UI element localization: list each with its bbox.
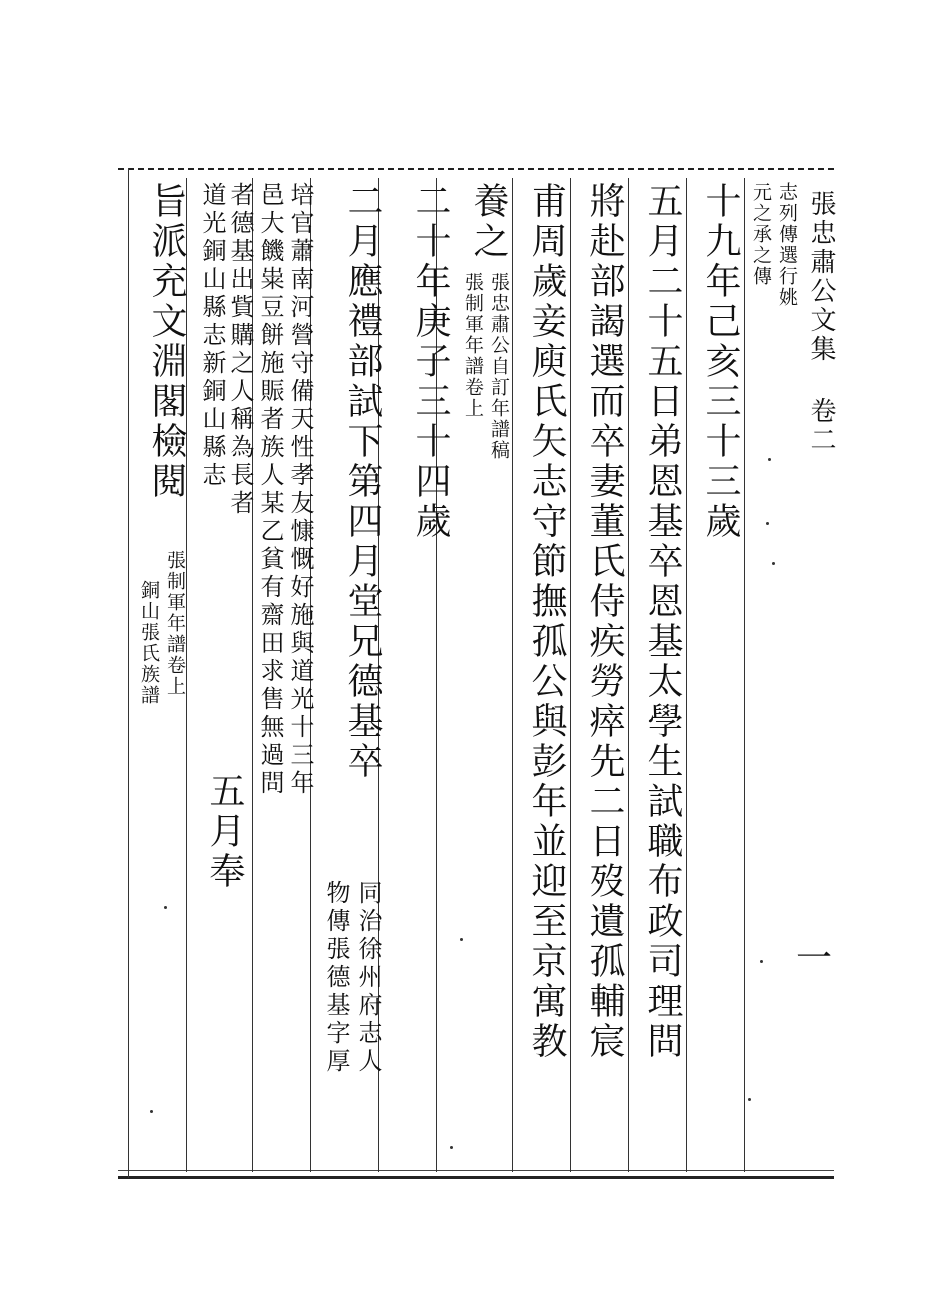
text-frame xyxy=(118,168,834,1180)
bottom-border-inner xyxy=(118,1170,834,1171)
scan-speck xyxy=(768,458,771,461)
text-column: 甫周歲妾庾氏矢志守節撫孤公與彭年並迎至京寓教 xyxy=(526,182,567,1062)
text-column: 十九年己亥三十三歲 xyxy=(700,182,741,542)
annotation-line: 同治徐州府志人 xyxy=(354,880,382,1076)
annotation-line: 培官蕭南河營守備天性孝友慷慨好施與道光十三年 xyxy=(286,182,314,798)
text-column: 二月應禮部試下第四月堂兄德基卒 xyxy=(342,182,383,782)
text-column: 將赴部謁選而卒妻董氏侍疾勞瘁先二日歿遺孤輔宸 xyxy=(584,182,625,1062)
scan-speck xyxy=(766,522,769,525)
text-column-tail: 五月奉 xyxy=(204,772,245,892)
annotation-line: 志列傳選行姚 xyxy=(776,182,798,308)
text-column: 二十年庚子三十四歲 xyxy=(410,182,451,542)
text-column-head: 養之 xyxy=(468,182,509,262)
column-rule xyxy=(744,178,745,1172)
scan-speck xyxy=(772,562,775,565)
column-rule xyxy=(628,178,629,1172)
folio-title: 張忠肅公文集 卷二 xyxy=(806,190,836,455)
annotation-line: 道光銅山縣志新銅山縣志 xyxy=(198,182,226,490)
scan-speck xyxy=(150,1110,153,1113)
source-note: 張制軍年譜卷上 xyxy=(164,550,186,697)
annotation-line: 邑大饑粜豆餅施賑者族人某乙貧有齋田求售無過問 xyxy=(256,182,284,798)
annotation-line: 元之承之傳 xyxy=(750,182,772,287)
page-number: 一 xyxy=(796,938,833,979)
column-rule xyxy=(512,178,513,1172)
text-column: 旨派充文淵閣檢閱 xyxy=(146,182,187,502)
text-column: 五月二十五日弟恩基卒恩基太學生試職布政司理問 xyxy=(642,182,683,1062)
annotation-line: 物傳張德基字厚 xyxy=(322,880,350,1076)
bottom-border xyxy=(118,1176,834,1179)
annotation-line: 者德基出貲購之人稱為長者 xyxy=(226,182,254,518)
left-border xyxy=(128,168,129,1178)
scan-speck xyxy=(460,938,463,941)
column-rule xyxy=(570,178,571,1172)
column-rule xyxy=(686,178,687,1172)
scan-speck xyxy=(748,1098,751,1101)
top-border xyxy=(118,168,834,170)
source-note: 銅山張氏族譜 xyxy=(138,580,160,706)
source-note: 張忠肅公自訂年譜稿 xyxy=(488,272,510,461)
scan-speck xyxy=(760,960,763,963)
source-note: 張制軍年譜卷上 xyxy=(462,272,484,419)
scan-speck xyxy=(450,1146,453,1149)
scan-speck xyxy=(164,906,167,909)
